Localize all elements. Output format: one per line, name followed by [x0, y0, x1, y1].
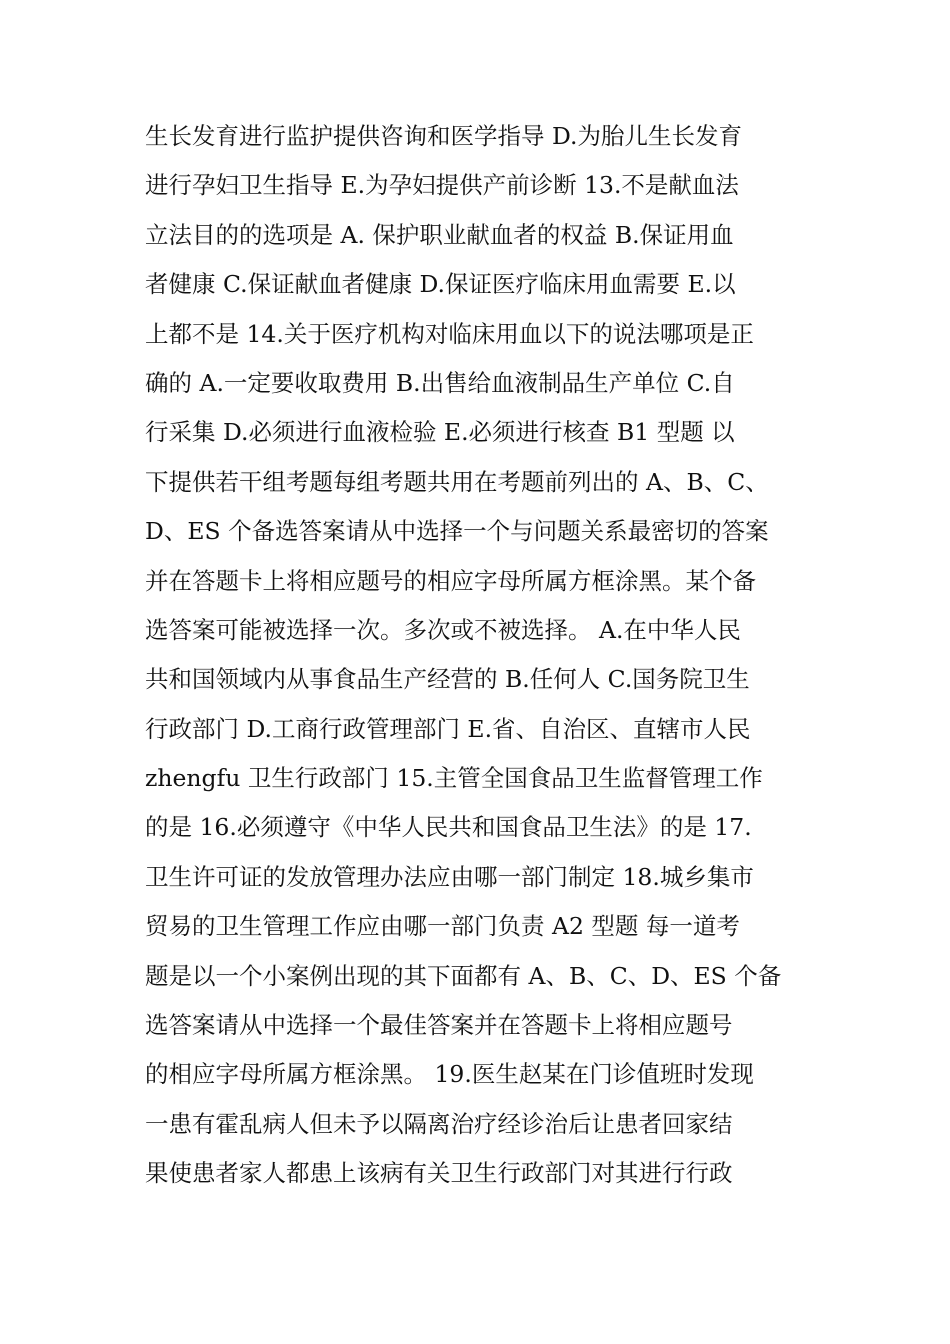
text-line: D、ES 个备选答案请从中选择一个与问题关系最密切的答案: [145, 517, 769, 546]
text-line: 下提供若干组考题每组考题共用在考题前列出的 A、B、C、: [145, 467, 769, 496]
text-line: 行政部门 D.工商行政管理部门 E.省、自治区、直辖市人民: [145, 714, 751, 743]
text-line: 果使患者家人都患上该病有关卫生行政部门对其进行行政: [145, 1159, 733, 1188]
text-line: 的是 16.必须遵守《中华人民共和国食品卫生法》的是 17.: [145, 813, 752, 842]
text-line: 并在答题卡上将相应题号的相应字母所属方框涂黑。某个备: [145, 566, 756, 595]
text-line: 生长发育进行监护提供咨询和医学指导 D.为胎儿生长发育: [145, 122, 742, 150]
text-line: 确的 A.一定要收取费用 B.出售给血液制品生产单位 C.自: [145, 368, 735, 397]
text-line: 者健康 C.保证献血者健康 D.保证医疗临床用血需要 E.以: [145, 270, 736, 299]
text-line: 进行孕妇卫生指导 E.为孕妇提供产前诊断 13.不是献血法: [145, 171, 739, 200]
text-line: 贸易的卫生管理工作应由哪一部门负责 A2 型题 每一道考: [145, 912, 740, 941]
text-line: zhengfu 卫生行政部门 15.主管全国食品卫生监督管理工作: [145, 764, 763, 793]
text-line: 一患有霍乱病人但未予以隔离治疗经诊治后让患者回家结: [145, 1109, 733, 1138]
text-line: 行采集 D.必须进行血液检验 E.必须进行核查 B1 型题 以: [145, 418, 735, 447]
text-line: 立法目的的选项是 A. 保护职业献血者的权益 B.保证用血: [145, 220, 734, 249]
text-line: 卫生许可证的发放管理办法应由哪一部门制定 18.城乡集市: [145, 862, 754, 891]
text-line: 选答案请从中选择一个最佳答案并在答题卡上将相应题号: [145, 1011, 733, 1040]
body-text: [145, 112, 815, 1199]
text-line: 的相应字母所属方框涂黑。 19.医生赵某在门诊值班时发现: [145, 1060, 754, 1089]
text-line: 题是以一个小案例出现的其下面都有 A、B、C、D、ES 个备: [145, 961, 782, 990]
text-line: 上都不是 14.关于医疗机构对临床用血以下的说法哪项是正: [145, 319, 754, 348]
text-line: 选答案可能被选择一次。多次或不被选择。 A.在中华人民: [145, 615, 741, 644]
text-line: 共和国领域内从事食品生产经营的 B.任何人 C.国务院卫生: [145, 665, 750, 694]
